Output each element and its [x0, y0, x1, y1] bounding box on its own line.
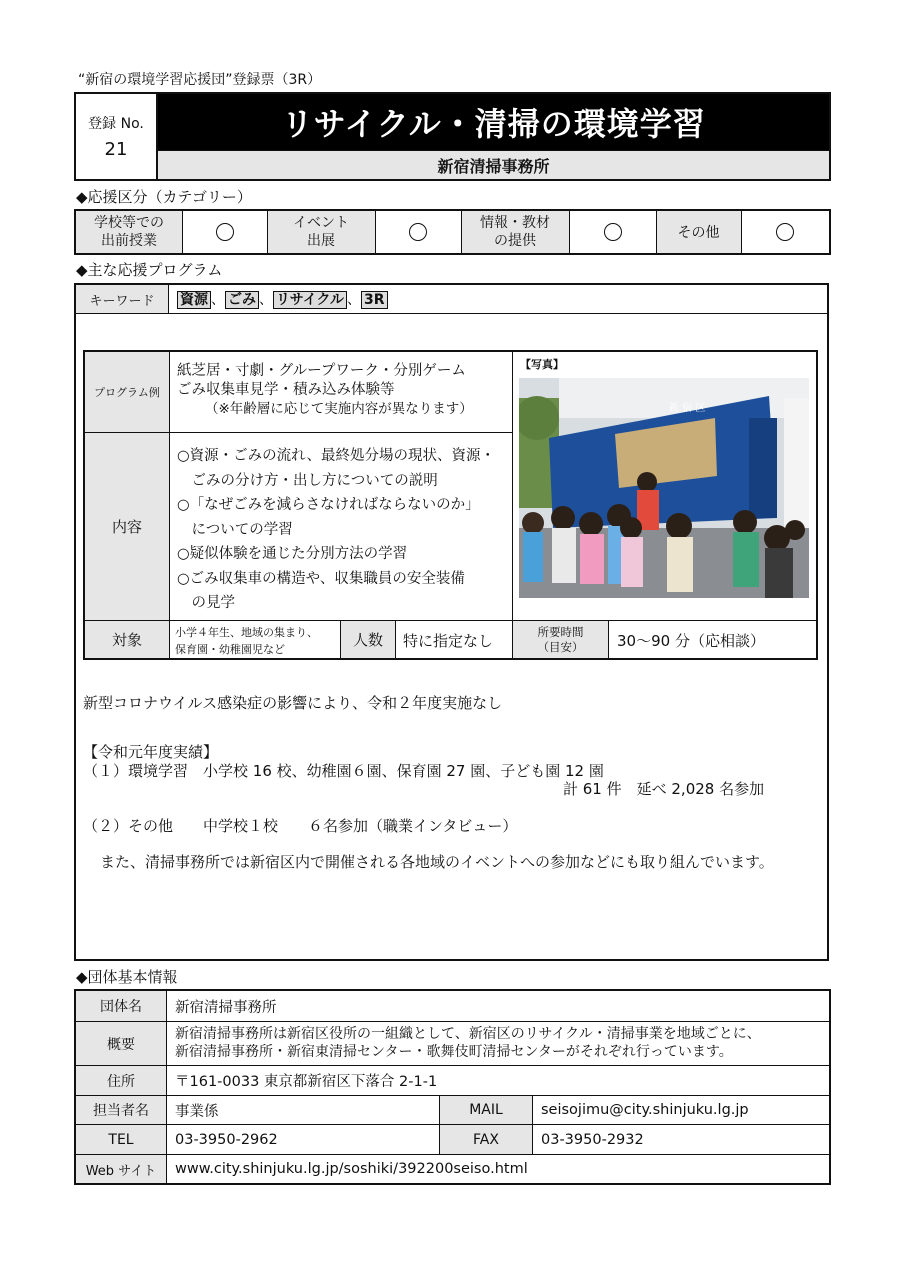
- category-info-line2: の提供: [494, 233, 536, 249]
- keyword-tag: 3R: [361, 291, 388, 309]
- person-label: 担当者名: [76, 1096, 166, 1124]
- note-result-1-total: 計 61 件 延べ 2,028 名参加: [563, 780, 765, 798]
- program-content-line: ○資源・ごみの流れ、最終処分場の現状、資源・: [177, 448, 496, 464]
- registration-box: [76, 94, 158, 179]
- program-time-label-line: 所要時間: [537, 624, 584, 639]
- program-example-line: 紙芝居・寸劇・グループワーク・分別ゲーム: [177, 363, 466, 379]
- program-example-text: [177, 362, 473, 419]
- keyword-separator: 、: [259, 292, 273, 308]
- category-mark-info: [569, 211, 656, 253]
- category-label-event: [267, 211, 375, 253]
- summary-label: 概要: [76, 1022, 166, 1065]
- program-content-line: ごみの分け方・出し方についての説明: [177, 472, 438, 489]
- web-link[interactable]: www.city.shinjuku.lg.jp/soshiki/392200seiso.html: [175, 1161, 528, 1177]
- category-mark-other: [741, 211, 829, 253]
- note-result-2: （２）その他 中学校１校 ６名参加（職業インタビュー）: [83, 817, 518, 835]
- program-example-line: （※年齢層に応じて実施内容が異なります）: [205, 401, 473, 417]
- mail-label: MAIL: [440, 1096, 532, 1124]
- program-example-line: ごみ収集車見学・積み込み体験等: [177, 382, 395, 398]
- note-corona: 新型コロナウイルス感染症の影響により、令和２年度実施なし: [83, 694, 503, 712]
- program-content-line: ○疑似体験を通じた分別方法の学習: [177, 546, 408, 562]
- truck-lettering: 新 宿 区: [669, 403, 706, 414]
- mail-link[interactable]: seisojimu@city.shinjuku.lg.jp: [541, 1102, 749, 1118]
- category-mark-school: [182, 211, 267, 253]
- note-result-1: （１）環境学習 小学校 16 校、幼稚園６園、保育園 27 園、子ども園 12 園: [83, 762, 604, 780]
- page-title: リサイクル・清掃の環境学習: [158, 94, 829, 150]
- circle-mark-icon: [776, 223, 794, 241]
- program-time-label-line: （目安）: [537, 639, 584, 654]
- photo-garbage-truck: [519, 378, 809, 598]
- category-label-info: [461, 211, 569, 253]
- photo-label: 【写真】: [520, 358, 564, 371]
- tel-value: 03-3950-2962: [175, 1131, 278, 1148]
- category-school-line1: 学校等での: [94, 215, 164, 231]
- program-target-line: 小学４年生、地域の集まり、: [175, 626, 318, 639]
- circle-mark-icon: [409, 223, 427, 241]
- program-content-label: 内容: [85, 432, 169, 620]
- program-content-line: ○ごみ収集車の構造や、収集職員の安全装備: [177, 570, 465, 587]
- category-school-line2: 出前授業: [101, 233, 157, 249]
- web-label: Web サイト: [76, 1155, 166, 1183]
- fax-label: FAX: [440, 1125, 532, 1154]
- program-heading: ◆主な応援プログラム: [76, 261, 223, 279]
- org-name-label: 団体名: [76, 991, 166, 1021]
- program-time-value: 30～90 分（応相談）: [617, 632, 765, 650]
- header-note: “新宿の環境学習応援団”登録票（3R）: [78, 72, 322, 88]
- program-example-label: プログラム例: [85, 352, 169, 432]
- keyword-tag: ごみ: [225, 291, 259, 309]
- category-label-school: [76, 211, 182, 253]
- program-target-line: 保育園・幼稚園児など: [175, 643, 285, 656]
- registration-number: 21: [104, 139, 128, 160]
- summary-line: 新宿清掃事務所は新宿区役所の一組織として、新宿区のリサイクル・清掃事業を地域ごとに、: [175, 1026, 761, 1042]
- program-people-value: 特に指定なし: [403, 632, 494, 650]
- program-time-label: [513, 621, 608, 658]
- keyword-separator: 、: [347, 292, 362, 308]
- page-subtitle: 新宿清掃事務所: [158, 150, 829, 179]
- category-event-line1: イベント: [293, 215, 349, 231]
- tel-label: TEL: [76, 1125, 166, 1154]
- program-target-text: [175, 624, 318, 658]
- registration-label: 登録 No.: [88, 116, 144, 132]
- summary-line: 新宿清掃事務所・新宿東清掃センター・歌舞伎町清掃センターがそれぞれ行っています。: [175, 1044, 733, 1060]
- keyword-list: [177, 289, 388, 309]
- basic-heading: ◆団体基本情報: [76, 968, 178, 986]
- program-content-line: の見学: [177, 595, 235, 611]
- keyword-tag: 資源: [177, 291, 211, 309]
- address-label: 住所: [76, 1066, 166, 1095]
- program-target-label: 対象: [85, 620, 169, 658]
- keyword-separator: 、: [211, 292, 225, 308]
- category-label-other: その他: [656, 211, 741, 253]
- program-content-text: [177, 444, 495, 616]
- note-also: また、清掃事務所では新宿区内で開催される各地域のイベントへの参加などにも取り組んでいます。: [100, 853, 774, 871]
- circle-mark-icon: [216, 223, 234, 241]
- category-info-line1: 情報・教材: [480, 215, 550, 231]
- keyword-tag: リサイクル: [273, 291, 347, 309]
- program-content-line: ○「なぜごみを減らさなければならないのか」: [177, 497, 480, 513]
- note-results-title: 【令和元年度実績】: [83, 743, 219, 761]
- keyword-label: キーワード: [76, 285, 168, 313]
- category-mark-event: [375, 211, 461, 253]
- program-content-line: についての学習: [177, 521, 293, 538]
- address-value: 〒161-0033 東京都新宿区下落合 2-1-1: [175, 1074, 438, 1090]
- org-name-value: 新宿清掃事務所: [175, 999, 277, 1016]
- category-heading: ◆応援区分（カテゴリー）: [76, 188, 252, 206]
- person-value: 事業係: [175, 1103, 219, 1120]
- category-event-line2: 出展: [307, 233, 335, 249]
- summary-text: [175, 1025, 761, 1061]
- fax-value: 03-3950-2932: [541, 1131, 644, 1148]
- program-people-label: 人数: [341, 621, 395, 658]
- circle-mark-icon: [604, 223, 622, 241]
